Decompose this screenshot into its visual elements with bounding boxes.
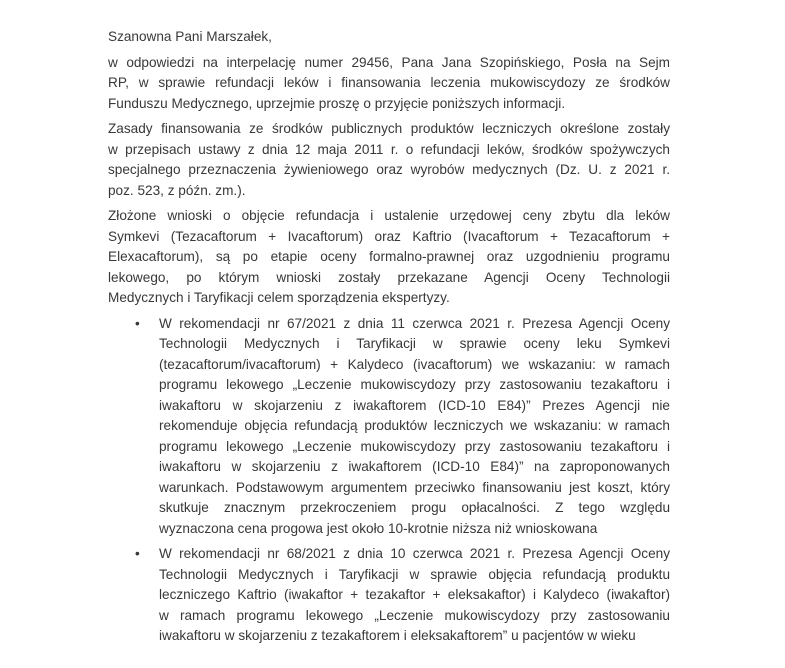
text-line: Elexacaftorum), są po etapie oceny formalno-prawnej oraz uzgodnieniu programu <box>108 249 670 264</box>
text-line: wyznaczona cena progowa jest około 10-krotnie niższa niż wnioskowana <box>159 520 598 536</box>
bullet-recommendation-68-2021 <box>108 544 670 647</box>
bullet-icon: • <box>135 546 140 561</box>
text-line: RP, w sprawie refundacji leków i finansowania leczenia mukowiscydozy ze środków <box>108 75 670 90</box>
text-line: programu lekowego „Leczenie mukowiscydozy przy zastosowaniu tezakaftoru i <box>159 377 670 392</box>
text-line: lekowego, po którym wnioski zostały przekazane Agencji Oceny Technologii <box>108 269 670 285</box>
text-line: Technologii Medycznych i Taryfikacji w sprawie objęcia refundacją produktu <box>159 566 670 582</box>
text-line: Złożone wnioski o objęcie refundacja i ustalenie urzędowej ceny zbytu dla leków <box>108 208 670 223</box>
text-line: (tezacaftorum/ivacaftorum) + Kalydeco (ivacaftorum) we wskazaniu: w ramach <box>159 356 670 372</box>
paragraph-intro <box>108 53 670 115</box>
text-line: rekomenduje objęcia refundacją produktów leczniczych we wskazaniu: w ramach <box>159 418 670 433</box>
text-line: programu lekowego „Leczenie mukowiscydozy przy zastosowaniu tezakaftoru i <box>159 438 670 454</box>
text-line: Technologii Medycznych i Taryfikacji w sprawie oceny leku Symkevi <box>159 336 670 351</box>
text-line: w odpowiedzi na interpelację numer 29456, Pana Jana Szopińskiego, Posła na Sejm <box>108 54 670 70</box>
text-line: Zasady finansowania ze środków publicznych produktów leczniczych określone zostały <box>108 121 670 136</box>
bullet-icon: • <box>135 315 140 331</box>
text-line: Funduszu Medycznego, uprzejmie proszę o przyjęcie poniższych informacji. <box>108 95 566 111</box>
text-line: iwakaftoru w skojarzeniu z iwakaftorem (ICD-10 E84)” Prezes Agencji nie <box>159 397 670 413</box>
document-body <box>108 27 670 652</box>
text-line: Szanowna Pani Marszałek, <box>108 29 272 44</box>
text-line: poz. 523, z późn. zm.). <box>108 182 246 198</box>
text-line: W rekomendacji nr 68/2021 z dnia 10 czerwca 2021 r. Prezesa Agencji Oceny <box>159 546 670 561</box>
text-line: skutkuje znacznym przekroczeniem progu opłacalności. Z tego względu <box>159 500 670 515</box>
text-line: Symkevi (Tezacaftorum + Ivacaftorum) oraz Kaftrio (Ivacaftorum + Tezacaftorum + <box>108 228 670 244</box>
text-line: leczniczego Kaftrio (iwakaftor + tezakaftor + eleksakaftor) i Kalydeco (iwakaftor) <box>159 587 670 602</box>
text-line: w ramach programu lekowego „Leczenie mukowiscydozy przy zastosowaniu <box>159 607 670 623</box>
text-line: Medycznych i Taryfikacji celem sporządzenia ekspertyzy. <box>108 290 450 305</box>
text-line: warunkach. Podstawowym argumentem przeciwko finansowaniu jest koszt, który <box>159 479 670 495</box>
bullet-recommendation-67-2021 <box>108 314 670 540</box>
text-line: W rekomendacji nr 67/2021 z dnia 11 czerwca 2021 r. Prezesa Agencji Oceny <box>159 315 670 331</box>
text-line: iwakaftoru w skojarzeniu z iwakaftorem (ICD-10 E84)” na zaproponowanych <box>159 459 670 474</box>
text-line: specjalnego przeznaczenia żywieniowego oraz wyrobów medycznych (Dz. U. z 2021 r. <box>108 162 670 177</box>
paragraph-salutation <box>108 27 670 48</box>
paragraph-applications <box>108 206 670 309</box>
text-line: iwakaftoru w skojarzeniu z tezakaftorem i eleksakaftorem” u pacjentów w wieku <box>159 628 636 643</box>
paragraph-legal-basis <box>108 119 670 201</box>
text-line: w przepisach ustawy z dnia 12 maja 2011 r. o refundacji leków, środków spożywczych <box>108 141 670 157</box>
